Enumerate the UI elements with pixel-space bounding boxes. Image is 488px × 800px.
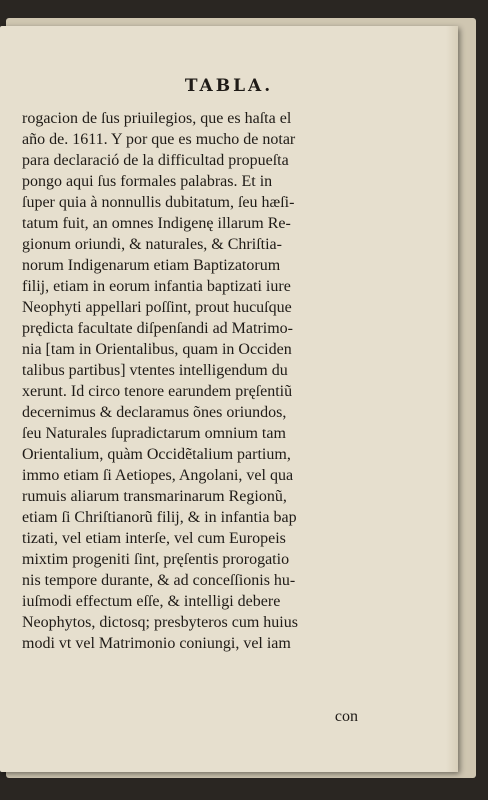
text-line: talibus partibus] vtentes intelligendum du xyxy=(22,362,288,379)
running-header: TABLA. xyxy=(184,76,274,96)
text-line: modi vt vel Matrimonio coniungi, vel iam xyxy=(22,635,291,652)
text-line: rogacion de ſus priuilegios, que es haſta el xyxy=(22,110,292,127)
text-line: decernimus & declaramus õnes oriundos, xyxy=(22,404,287,421)
text-line: xerunt. Id circo tenore earundem pręſentiũ xyxy=(22,383,293,400)
text-line: rumuis aliarum transmarinarum Regionũ, xyxy=(22,488,287,505)
text-line: norum Indigenarum etiam Baptizatorum xyxy=(22,257,281,274)
text-line: etiam ſi Chriſtianorũ filij, & in infantia bap xyxy=(22,509,297,526)
text-line: Neophytos, dictosq; presbyteros cum huius xyxy=(22,614,298,631)
text-line: nia [tam in Orientalibus, quam in Occiden xyxy=(22,341,292,358)
text-line: ſuper quia à nonnullis dubitatum, ſeu hæſi- xyxy=(22,194,295,211)
text-line: nis tempore durante, & ad conceſſionis hu- xyxy=(22,572,296,589)
text-line: para declaració de la difficultad propueſta xyxy=(22,152,289,169)
body-text xyxy=(22,108,378,654)
text-line: tatum fuit, an omnes Indigenę illarum Re- xyxy=(22,215,291,232)
text-line: filij, etiam in eorum infantia baptizati iure xyxy=(22,278,291,295)
text-line: Neophyti appellari poſſint, prout hucuſque xyxy=(22,299,292,316)
text-line: pongo aqui ſus formales palabras. Et in xyxy=(22,173,273,190)
text-line: año de. 1611. Y por que es mucho de notar xyxy=(22,131,296,148)
text-line: mixtim progeniti ſint, pręſentis prorogatio xyxy=(22,551,290,568)
text-line: iuſmodi effectum eſſe, & intelligi debere xyxy=(22,593,281,610)
page-fore-edge xyxy=(446,26,458,772)
text-line: ſeu Naturales ſupradictarum omnium tam xyxy=(22,425,286,442)
text-line: immo etiam ſi Aetiopes, Angolani, vel qua xyxy=(22,467,294,484)
text-line: Orientalium, quàm Occidẽtalium partium, xyxy=(22,446,291,463)
text-line: prędicta facultate diſpenſandi ad Matrimo- xyxy=(22,320,293,337)
book-page xyxy=(0,26,458,772)
text-line: tizati, vel etiam interſe, vel cum Europeis xyxy=(22,530,286,547)
text-line: gionum oriundi, & naturales, & Chriſtia- xyxy=(22,236,282,253)
catchword: con xyxy=(334,708,358,725)
